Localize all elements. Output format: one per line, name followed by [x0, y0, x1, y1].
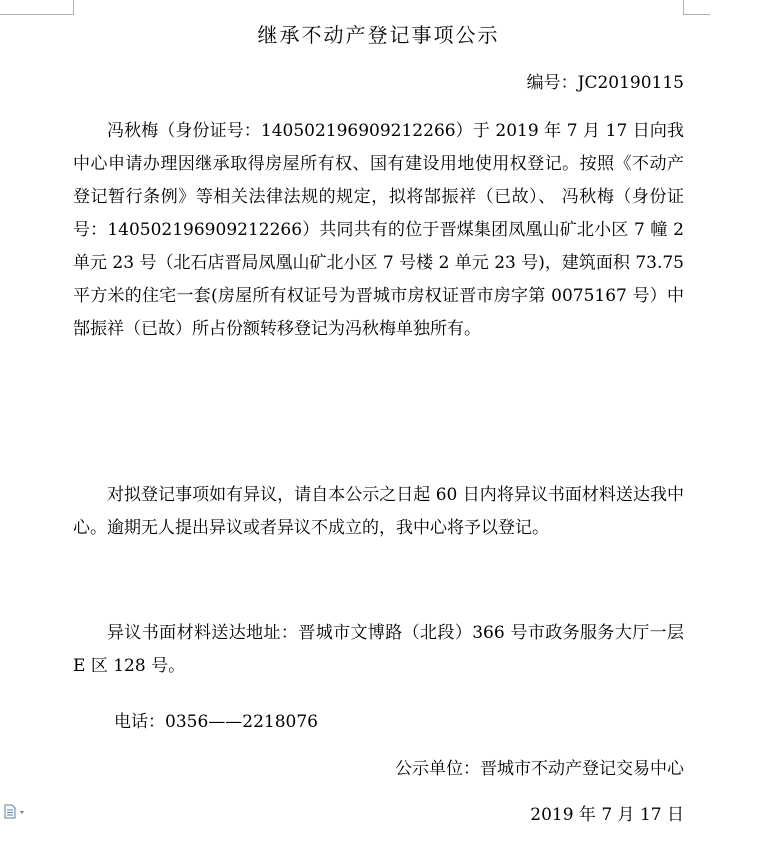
- body-paragraph-objection: 对拟登记事项如有异议，请自本公示之日起 60 日内将异议书面材料送达我中心。逾期无人提出异议或者异议不成立的，我中心将予以登记。: [73, 485, 684, 538]
- body-paragraph-application: 冯秋梅（身份证号：140502196909212266）于 2019 年 7 月 17 日向我中心申请办理因继承取得房屋所有权、国有建设用地使用权登记。按照《不动产登记暂行条例》等相关法律法规的规定，拟将郜振祥（已故）、 冯秋梅（身份证号：140502196909212266）共同共有的位于晋煤集团凤凰山矿北小区 7 幢 2 单元 23 号（北石店晋局凤凰山矿北小区 7 号楼 2 单元 23 号)，建筑面积 73.75 平方米的住宅一套(房屋所有权证号为晋城市房权证晋市房字第 0075167 号）中郜振祥（已故）所占份额转移登记为冯秋梅单独所有。: [73, 121, 684, 339]
- document-title: 继承不动产登记事项公示: [257, 23, 500, 47]
- paragraph-options-icon[interactable]: [3, 803, 27, 821]
- contact-phone: 电话：0356——2218076: [114, 712, 318, 732]
- crop-mark-top-left: [0, 0, 74, 15]
- document-page: [73, 0, 684, 853]
- issuing-unit: 公示单位：晋城市不动产登记交易中心: [395, 759, 684, 779]
- crop-mark-top-right: [683, 0, 710, 15]
- document-number: 编号：JC20190115: [526, 73, 684, 93]
- issue-date: 2019 年 7 月 17 日: [530, 805, 684, 825]
- body-paragraph-address: 异议书面材料送达地址：晋城市文博路（北段）366 号市政务服务大厅一层 E 区 128 号。: [73, 623, 684, 676]
